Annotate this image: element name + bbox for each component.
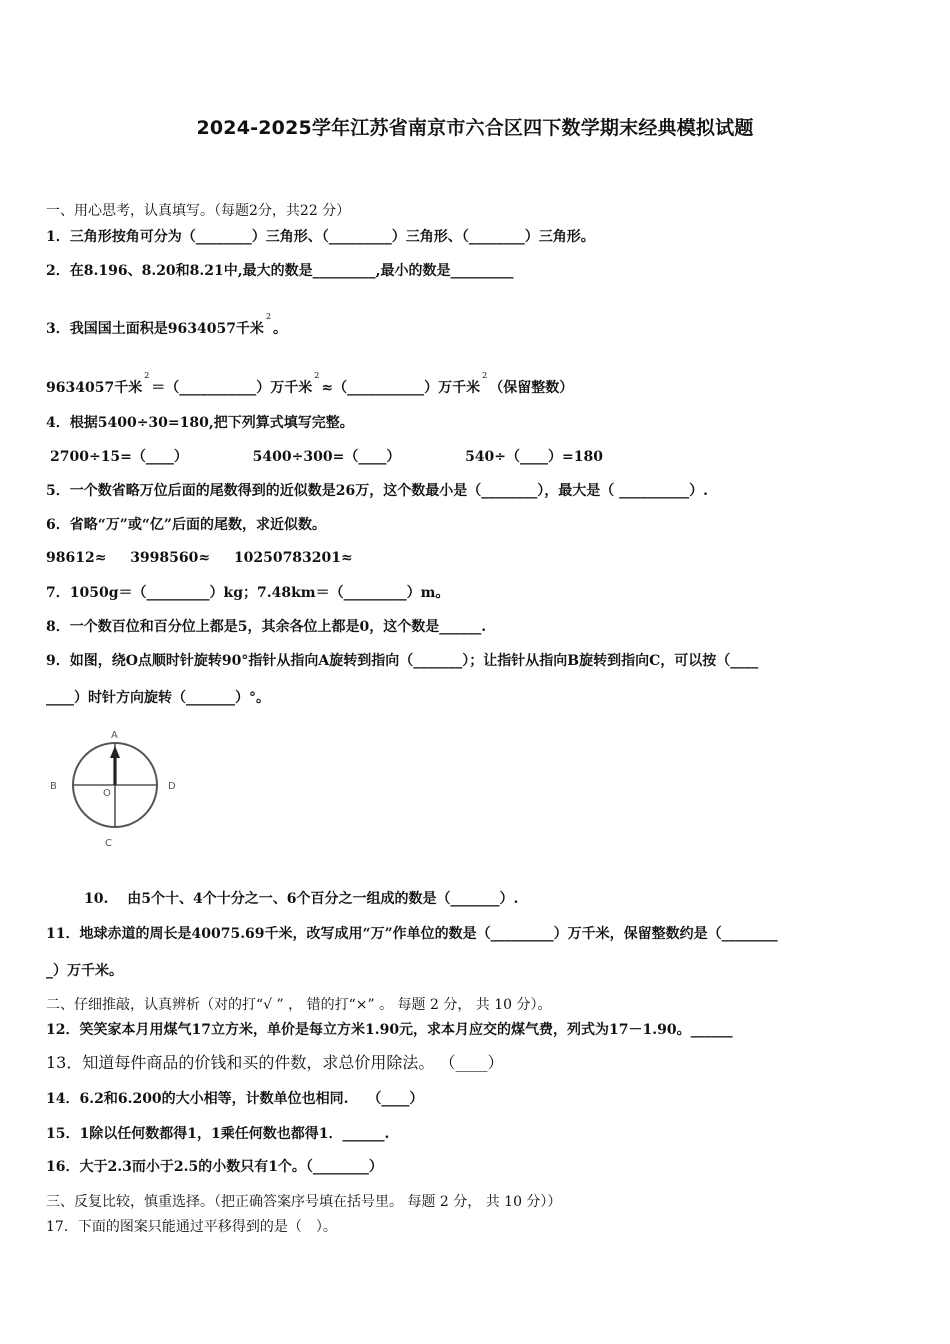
question-7: 7．1050g＝（_________）kg；7.48km＝（_________）m。 (46, 585, 450, 601)
q4-item-1: 2700÷15=（____） (50, 449, 188, 465)
label-c: C (105, 838, 112, 849)
q6-item-1: 98612≈ (46, 550, 107, 566)
q3-blank-2: ≈（___________）万千米 (321, 380, 481, 396)
question-16: 16．大于2.3而小于2.5的小数只有1个。（________） (46, 1159, 383, 1175)
question-9-line-1: 9．如图，绕O点顺时针旋转90°指针从指向A旋转到指向（_______）；让指针从指向B旋转到指向C，可以按（____ (46, 653, 759, 669)
question-6: 6．省略“万”或“亿”后面的尾数，求近似数。 (46, 517, 326, 533)
question-14: 14．6.2和6.200的大小相等，计数单位也相同. （____） (46, 1091, 424, 1107)
page-title: 2024-2025学年江苏省南京市六合区四下数学期末经典模拟试题 (196, 117, 754, 139)
question-3-end: 。 (273, 321, 288, 337)
section-3-heading: 三、反复比较，慎重选择。（把正确答案序号填在括号里。 每题 2 分， 共 10 分）） (46, 1194, 562, 1210)
question-8: 8．一个数百位和百分位上都是5，其余各位上都是0，这个数是______. (46, 619, 487, 635)
superscript: 2 (265, 312, 272, 321)
question-1: 1．三角形按角可分为（________）三角形、（_________）三角形、（________）三角形。 (46, 229, 595, 245)
rotation-diagram (44, 722, 194, 852)
section-2-heading: 二、仔细推敲，认真辨析（对的打“√ ” ， 错的打“×” 。 每题 2 分， 共 10 分）。 (46, 997, 552, 1013)
label-d: D (168, 781, 176, 792)
q4-item-3: 540÷（____）=180 (465, 449, 603, 465)
pointer-arrowhead (110, 746, 120, 758)
q3-note: （保留整数） (489, 380, 574, 396)
question-3-line-2 (46, 367, 573, 397)
label-a: A (111, 730, 118, 741)
question-12: 12．笑笑家本月用煤气17立方米，单价是每立方米1.90元，求本月应交的煤气费，列式为17－1.90。______ (46, 1022, 733, 1038)
superscript: 2 (314, 371, 320, 380)
question-17: 17．下面的图案只能通过平移得到的是（ ）。 (46, 1219, 337, 1235)
question-11-line-1: 11．地球赤道的周长是40075.69千米，改写成用“万”作单位的数是（_________）万千米，保留整数约是（________ (46, 926, 778, 942)
question-10: 10. 由5个十、4个十分之一、6个百分之一组成的数是（_______）. (84, 891, 519, 907)
section-1-heading: 一、用心思考，认真填写。（每题2分，共22 分） (46, 203, 351, 219)
q6-item-2: 3998560≈ (130, 550, 211, 566)
question-3 (46, 308, 287, 338)
label-o: O (103, 788, 111, 799)
question-13: 13．知道每件商品的价钱和买的件数，求总价用除法。 （____） (46, 1053, 504, 1072)
q4-item-2: 5400÷300=（____） (252, 449, 401, 465)
question-3-text: 3．我国国土面积是9634057千米 (46, 321, 264, 337)
question-9-line-2: ____）时针方向旋转（_______）°。 (46, 690, 270, 706)
question-11-line-2: _）万千米。 (46, 963, 123, 979)
question-4-items (50, 448, 603, 466)
question-4: 4．根据5400÷30=180,把下列算式填写完整。 (46, 415, 354, 431)
q3-blank-1: ＝（___________）万千米 (151, 380, 313, 396)
label-b: B (50, 781, 57, 792)
superscript: 2 (482, 371, 488, 380)
q3-value: 9634057千米 (46, 380, 143, 396)
q6-item-3: 10250783201≈ (233, 550, 353, 566)
question-6-items (46, 549, 353, 567)
question-2: 2．在8.196、8.20和8.21中,最大的数是_________,最小的数是_________ (46, 263, 514, 279)
question-5: 5．一个数省略万位后面的尾数得到的近似数是26万，这个数最小是（________），最大是（ __________）. (46, 483, 708, 499)
superscript: 2 (144, 371, 150, 380)
question-15: 15．1除以任何数都得1，1乘任何数也都得1．______. (46, 1126, 390, 1142)
